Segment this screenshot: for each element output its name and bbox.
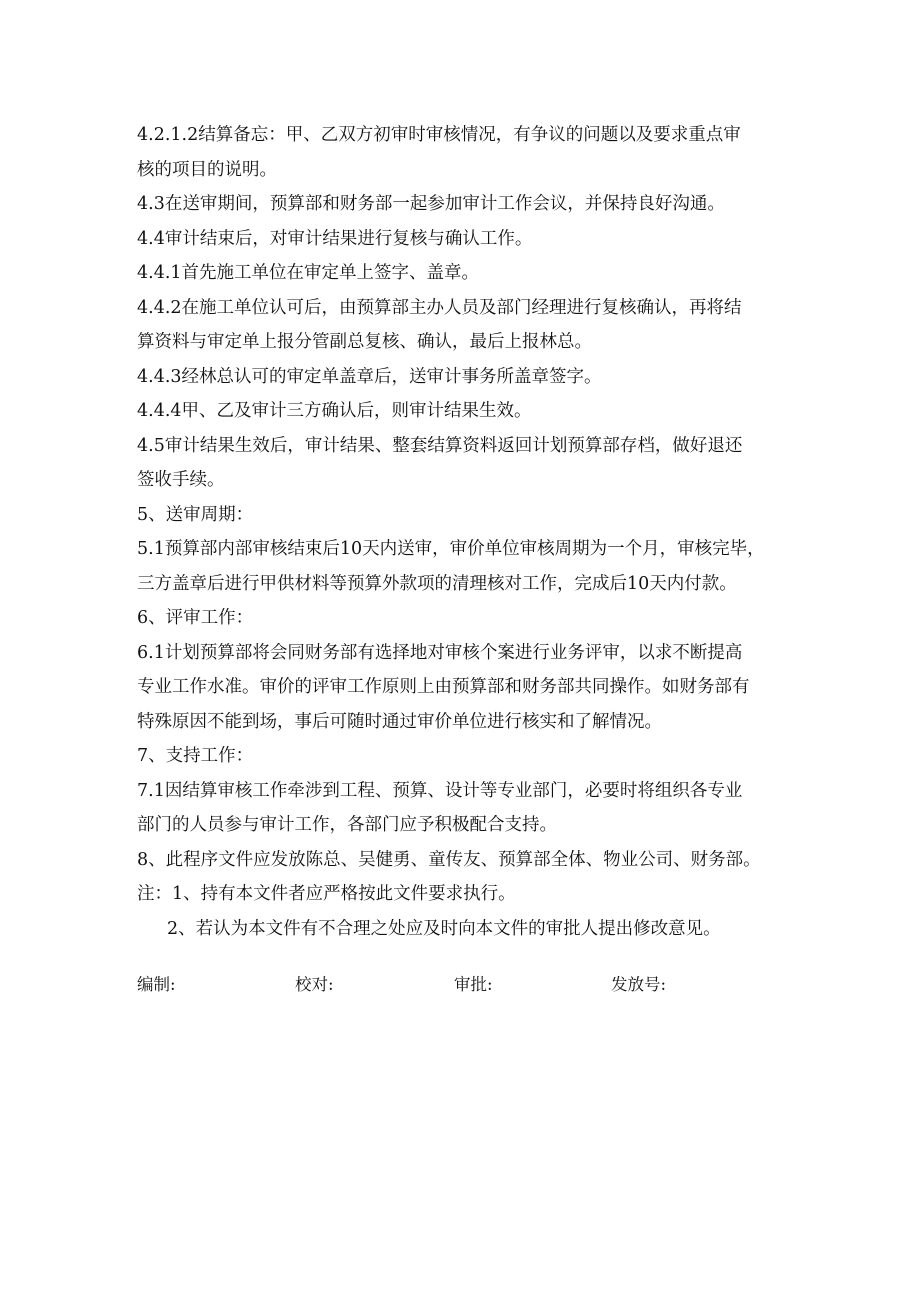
distribution-line: 8、此程序文件应发放陈总、吴健勇、童传友、预算部全体、物业公司、财务部。: [137, 849, 761, 870]
note-line: 注：1、持有本文件者应严格按此文件要求执行。: [137, 884, 516, 904]
signature-row: [137, 968, 797, 1002]
text-line: 7.1因结算审核工作牵涉到工程、预算、设计等专业部门，必要时将组织各专业: [137, 780, 743, 801]
issue-number-label: 发放号:: [611, 975, 667, 994]
document-page: [137, 118, 797, 1002]
text-line: 4.4.2在施工单位认可后，由预算部主办人员及部门经理进行复核确认，再将结: [137, 297, 742, 318]
text-line: 4.5审计结果生效后，审计结果、整套结算资料返回计划预算部存档，做好退还: [137, 435, 743, 456]
text-line: 部门的人员参与审计工作，各部门应予积极配合支持。: [137, 815, 557, 835]
text-line: 5.1预算部内部审核结束后10天内送审，审价单位审核周期为一个月，审核完毕，: [137, 539, 765, 559]
checked-by-label: 校对:: [295, 975, 334, 994]
text-line: 4.4审计结束后，对审计结果进行复核与确认工作。: [137, 228, 533, 249]
text-line: 算资料与审定单上报分管副总复核、确认，最后上报林总。: [137, 332, 592, 352]
text-line: 4.4.4甲、乙及审计三方确认后，则审计结果生效。: [137, 401, 532, 421]
text-line: 签收手续。: [137, 470, 225, 490]
approved-by-label: 审批:: [454, 975, 493, 994]
section-heading: 6、评审工作：: [137, 608, 254, 628]
text-line: 特殊原因不能到场，事后可随时通过审价单位进行核实和了解情况。: [137, 711, 662, 732]
text-line: 6.1计划预算部将会同财务部有选择地对审核个案进行业务评审，以求不断提高: [137, 642, 743, 663]
section-heading: 7、支持工作：: [137, 746, 254, 766]
prepared-by-label: 编制:: [137, 975, 176, 994]
text-line: 4.3在送审期间，预算部和财务部一起参加审计工作会议，并保持良好沟通。: [137, 194, 725, 214]
note-line: 2、若认为本文件有不合理之处应及时向本文件的审批人提出修改意见。: [167, 918, 721, 939]
text-line: 4.2.1.2结算备忘：甲、乙双方初审时审核情况，有争议的问题以及要求重点审: [137, 125, 741, 145]
text-line: 三方盖章后进行甲供材料等预算外款项的清理核对工作，完成后10天内付款。: [137, 573, 737, 594]
text-line: 4.4.1首先施工单位在审定单上签字、盖章。: [137, 263, 480, 283]
text-line: 专业工作水准。审价的评审工作原则上由预算部和财务部共同操作。如财务部有: [137, 677, 750, 697]
text-line: 4.4.3经林总认可的审定单盖章后，送审计事务所盖章签字。: [137, 366, 602, 387]
section-heading: 5、送审周期：: [137, 504, 254, 525]
text-line: 核的项目的说明。: [137, 159, 277, 180]
